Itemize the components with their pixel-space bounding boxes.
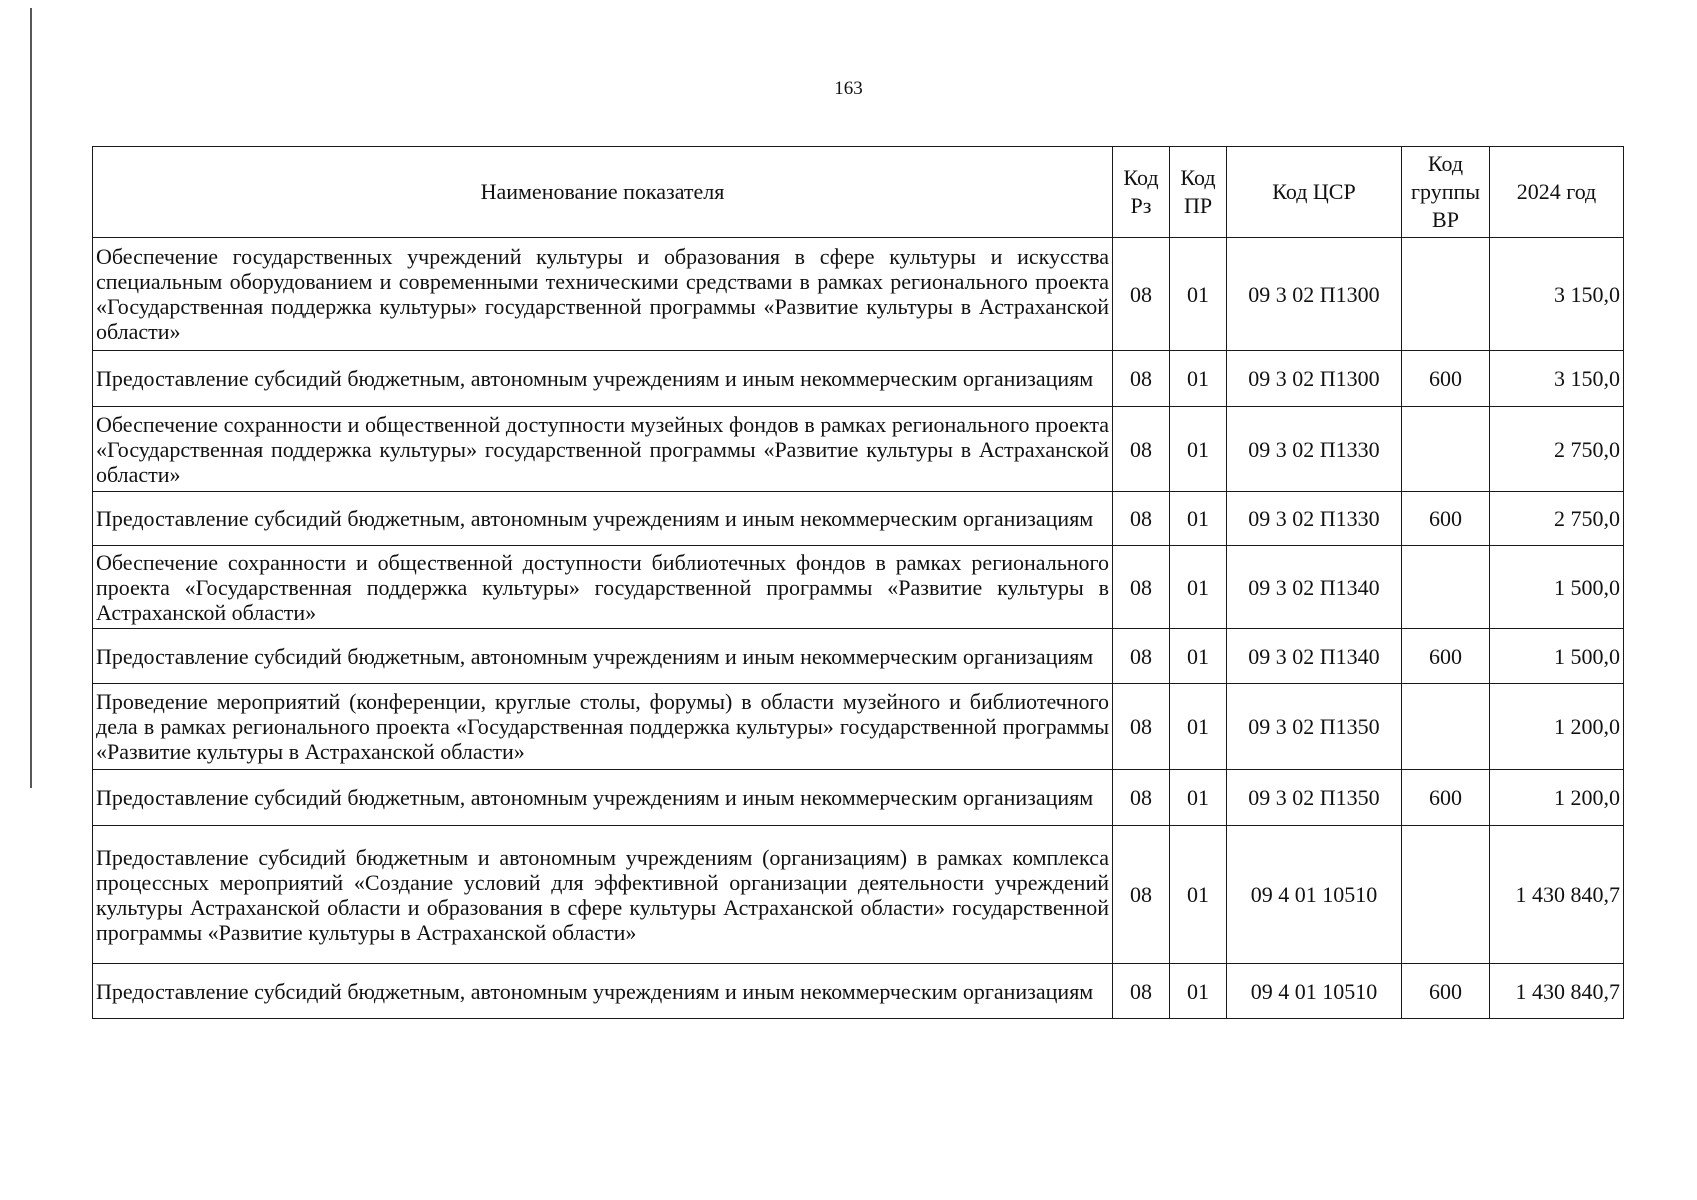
row-pr: 01 (1170, 351, 1227, 407)
row-name: Предоставление субсидий бюджетным и автономным учреждениям (организациям) в рамках комплекса процессных мероприятий «Создание условий для эффективной организации деятельности учреждений культуры Астраханской области и образования в сфере культуры Астраханской области» государственной программы «Развитие культуры в Астраханской области» (93, 826, 1113, 964)
row-csr: 09 3 02 П1350 (1227, 684, 1402, 770)
row-rz: 08 (1113, 351, 1170, 407)
table-row (93, 351, 1624, 407)
row-amount: 1 500,0 (1490, 629, 1624, 684)
header-rz: Код Рз (1113, 147, 1170, 238)
row-amount: 3 150,0 (1490, 351, 1624, 407)
row-rz: 08 (1113, 546, 1170, 629)
row-csr: 09 3 02 П1340 (1227, 629, 1402, 684)
table-row (93, 546, 1624, 629)
row-pr: 01 (1170, 826, 1227, 964)
budget-table (92, 146, 1624, 1019)
row-vr (1402, 407, 1490, 492)
row-vr: 600 (1402, 629, 1490, 684)
row-name: Предоставление субсидий бюджетным, автономным учреждениям и иным некоммерческим организациям (93, 964, 1113, 1019)
row-name: Обеспечение государственных учреждений культуры и образования в сфере культуры и искусства специальным оборудованием и современными техническими средствами в рамках регионального проекта «Государственная поддержка культуры» государственной программы «Развитие культуры в Астраханской области» (93, 238, 1113, 351)
row-name: Проведение мероприятий (конференции, круглые столы, форумы) в области музейного и библиотечного дела в рамках регионального проекта «Государственная поддержка культуры» государственной программы «Развитие культуры в Астраханской области» (93, 684, 1113, 770)
row-pr: 01 (1170, 964, 1227, 1019)
table-row (93, 238, 1624, 351)
row-amount: 3 150,0 (1490, 238, 1624, 351)
row-name: Обеспечение сохранности и общественной доступности библиотечных фондов в рамках регионального проекта «Государственная поддержка культуры» государственной программы «Развитие культуры в Астраханской области» (93, 546, 1113, 629)
table-row (93, 629, 1624, 684)
row-name: Предоставление субсидий бюджетным, автономным учреждениям и иным некоммерческим организациям (93, 492, 1113, 546)
header-vr: Код группы ВР (1402, 147, 1490, 238)
row-name: Предоставление субсидий бюджетным, автономным учреждениям и иным некоммерческим организациям (93, 770, 1113, 826)
row-csr: 09 3 02 П1330 (1227, 407, 1402, 492)
row-vr (1402, 684, 1490, 770)
row-amount: 1 500,0 (1490, 546, 1624, 629)
table-row (93, 964, 1624, 1019)
row-rz: 08 (1113, 238, 1170, 351)
table-row (93, 407, 1624, 492)
scan-edge-line (30, 8, 32, 788)
row-csr: 09 4 01 10510 (1227, 964, 1402, 1019)
row-amount: 2 750,0 (1490, 407, 1624, 492)
row-pr: 01 (1170, 770, 1227, 826)
row-vr (1402, 546, 1490, 629)
row-csr: 09 3 02 П1330 (1227, 492, 1402, 546)
row-amount: 1 430 840,7 (1490, 826, 1624, 964)
header-csr: Код ЦСР (1227, 147, 1402, 238)
row-pr: 01 (1170, 407, 1227, 492)
row-rz: 08 (1113, 770, 1170, 826)
row-rz: 08 (1113, 407, 1170, 492)
header-name: Наименование показателя (93, 147, 1113, 238)
row-rz: 08 (1113, 492, 1170, 546)
row-csr: 09 3 02 П1340 (1227, 546, 1402, 629)
row-vr (1402, 238, 1490, 351)
row-rz: 08 (1113, 964, 1170, 1019)
page-number: 163 (834, 78, 863, 99)
row-amount: 1 200,0 (1490, 770, 1624, 826)
row-csr: 09 3 02 П1350 (1227, 770, 1402, 826)
row-name: Предоставление субсидий бюджетным, автономным учреждениям и иным некоммерческим организациям (93, 351, 1113, 407)
row-rz: 08 (1113, 826, 1170, 964)
row-csr: 09 3 02 П1300 (1227, 238, 1402, 351)
header-pr: Код ПР (1170, 147, 1227, 238)
row-name: Обеспечение сохранности и общественной доступности музейных фондов в рамках регионального проекта «Государственная поддержка культуры» государственной программы «Развитие культуры в Астраханской области» (93, 407, 1113, 492)
row-vr: 600 (1402, 964, 1490, 1019)
table-header-row (93, 147, 1624, 238)
row-amount: 2 750,0 (1490, 492, 1624, 546)
row-pr: 01 (1170, 629, 1227, 684)
row-rz: 08 (1113, 684, 1170, 770)
row-amount: 1 430 840,7 (1490, 964, 1624, 1019)
row-pr: 01 (1170, 238, 1227, 351)
table-row (93, 492, 1624, 546)
table-row (93, 684, 1624, 770)
row-csr: 09 4 01 10510 (1227, 826, 1402, 964)
row-name: Предоставление субсидий бюджетным, автономным учреждениям и иным некоммерческим организациям (93, 629, 1113, 684)
row-pr: 01 (1170, 684, 1227, 770)
row-pr: 01 (1170, 546, 1227, 629)
row-csr: 09 3 02 П1300 (1227, 351, 1402, 407)
table-row (93, 770, 1624, 826)
row-vr (1402, 826, 1490, 964)
row-pr: 01 (1170, 492, 1227, 546)
row-vr: 600 (1402, 351, 1490, 407)
table-row (93, 826, 1624, 964)
header-year: 2024 год (1490, 147, 1624, 238)
row-amount: 1 200,0 (1490, 684, 1624, 770)
row-vr: 600 (1402, 492, 1490, 546)
row-vr: 600 (1402, 770, 1490, 826)
row-rz: 08 (1113, 629, 1170, 684)
